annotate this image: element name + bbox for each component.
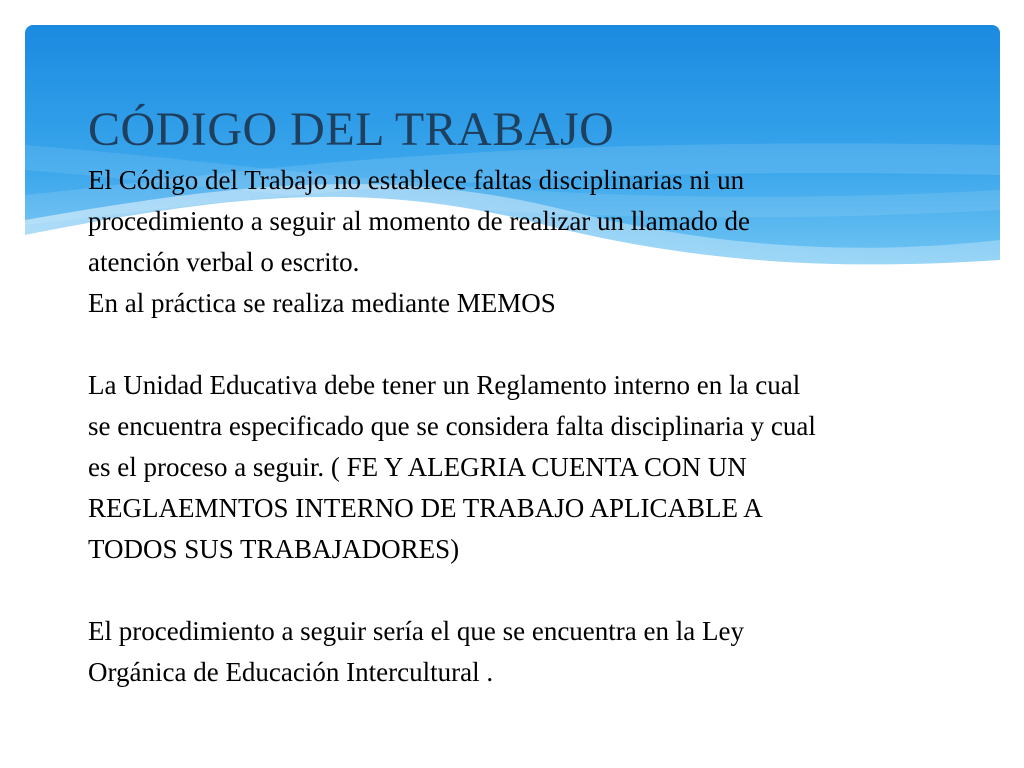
- text-line: Orgánica de Educación Intercultural .: [88, 657, 494, 687]
- text-line: es el proceso a seguir. ( FE Y ALEGRIA CUENTA CON UN: [88, 452, 747, 482]
- text-line: REGLAEMNTOS INTERNO DE TRABAJO APLICABLE A: [88, 493, 763, 523]
- text-line: El Código del Trabajo no establece faltas disciplinarias ni un: [88, 165, 745, 195]
- text-line: atención verbal o escrito.: [88, 247, 360, 277]
- slide-title: CÓDIGO DEL TRABAJO: [88, 103, 615, 156]
- paragraph-spacer: [88, 324, 998, 365]
- text-line: TODOS SUS TRABAJADORES): [88, 534, 460, 564]
- text-line: procedimiento a seguir al momento de realizar un llamado de: [88, 206, 751, 236]
- text-line: El procedimiento a seguir sería el que se encuentra en la Ley: [88, 616, 744, 646]
- paragraph-spacer: [88, 570, 998, 611]
- slide-content: [88, 100, 998, 693]
- text-line: La Unidad Educativa debe tener un Reglamento interno en la cual: [88, 370, 801, 400]
- text-line: En al práctica se realiza mediante MEMOS: [88, 288, 556, 318]
- text-line: se encuentra especificado que se considera falta disciplinaria y cual: [88, 411, 816, 441]
